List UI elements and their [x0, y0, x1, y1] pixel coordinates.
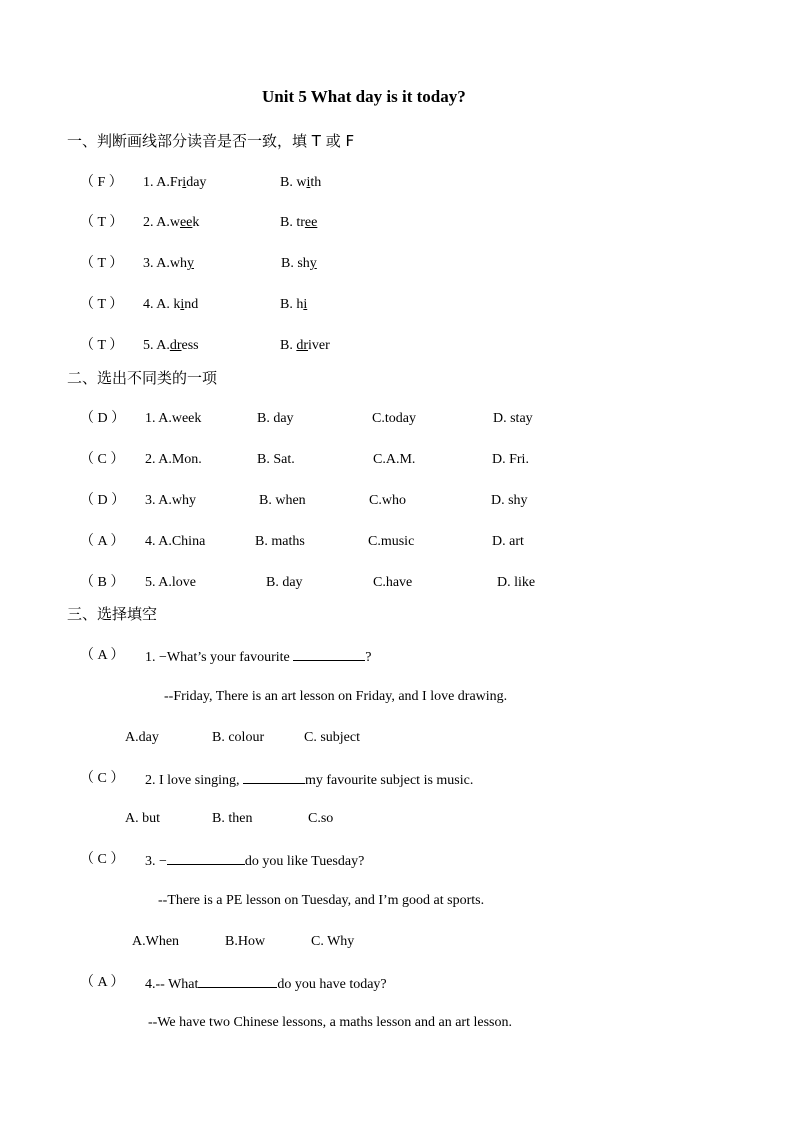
- question-text: [145, 770, 473, 790]
- option-b: B.How: [225, 934, 266, 949]
- underlined-letters: ee: [304, 215, 318, 230]
- question-text: [145, 974, 387, 994]
- answer-line: --There is a PE lesson on Tuesday, and I’m good at sports.: [158, 893, 485, 908]
- question-text: [145, 851, 364, 871]
- option-a: 1. A.week: [145, 411, 202, 426]
- option-a: [143, 337, 199, 355]
- option-c: C. Why: [311, 934, 355, 949]
- underlined-letters: ee: [179, 215, 193, 230]
- option-a: [143, 174, 206, 192]
- question-suffix: my favourite subject is music.: [305, 773, 474, 788]
- underlined-letters: i: [180, 297, 185, 312]
- section-1-heading: 一、判断画线部分读音是否一致，填 T 或 F: [67, 132, 355, 150]
- option-a: A.When: [132, 934, 180, 949]
- option-a: [143, 255, 194, 273]
- option-c: C.music: [368, 534, 415, 549]
- option-b: [280, 296, 307, 314]
- option-b: B. day: [266, 575, 303, 590]
- option-c: C.A.M.: [373, 452, 416, 467]
- word-part: nd: [184, 297, 199, 312]
- answer-blank: [293, 647, 365, 661]
- word-part: B. w: [280, 175, 307, 190]
- page-title: Unit 5 What day is it today?: [262, 87, 466, 106]
- option-a: [143, 296, 198, 314]
- option-d: D. shy: [491, 493, 528, 508]
- question-suffix: do you like Tuesday?: [244, 854, 365, 869]
- option-b: B. when: [259, 493, 306, 508]
- underlined-letters: dr: [169, 338, 182, 353]
- word-part: w: [169, 215, 180, 230]
- answer-mark: （ T ）: [80, 256, 124, 271]
- word-part: Fr: [169, 175, 183, 190]
- option-d: D. like: [497, 575, 536, 590]
- question-suffix: do you have today?: [277, 977, 387, 992]
- option-a: 3. A.why: [145, 493, 196, 508]
- option-b: [280, 337, 330, 355]
- option-c: C.so: [308, 811, 334, 826]
- word-part: B. sh: [281, 256, 310, 271]
- question-prefix: 4.-- What: [145, 977, 199, 992]
- answer-mark: （ B ）: [80, 575, 125, 590]
- answer-mark: （ T ）: [80, 338, 124, 353]
- item-number: 3. A.: [143, 256, 170, 271]
- section-2-heading: 二、选出不同类的一项: [67, 369, 218, 387]
- word-part: k: [192, 215, 200, 230]
- word-part: ess: [181, 338, 199, 353]
- item-number: 5. A.: [143, 338, 170, 353]
- option-a: 2. A.Mon.: [145, 452, 202, 467]
- answer-mark: （ T ）: [80, 215, 124, 230]
- answer-blank: [243, 770, 305, 784]
- option-c: C.who: [369, 493, 406, 508]
- option-b: [280, 214, 317, 232]
- answer-mark: （ A ）: [80, 648, 125, 663]
- answer-mark: （ C ）: [80, 452, 125, 467]
- option-b: B. day: [257, 411, 294, 426]
- underlined-letters: y: [186, 256, 194, 271]
- option-d: D. Fri.: [492, 452, 529, 467]
- underlined-letters: dr: [296, 338, 309, 353]
- option-b: [280, 174, 321, 192]
- word-part: th: [310, 175, 322, 190]
- item-number: 4. A.: [143, 297, 174, 312]
- underlined-letters: i: [303, 297, 308, 312]
- answer-mark: （ C ）: [80, 852, 125, 867]
- option-c: C. subject: [304, 730, 360, 745]
- question-suffix: ?: [365, 650, 372, 665]
- answer-mark: （ A ）: [80, 975, 125, 990]
- answer-blank: [167, 851, 245, 865]
- answer-mark: （ A ）: [80, 534, 125, 549]
- option-c: C.today: [372, 411, 416, 426]
- underlined-letters: y: [309, 256, 317, 271]
- option-b: B. colour: [212, 730, 265, 745]
- question-text: [145, 647, 371, 667]
- item-number: 2. A.: [143, 215, 170, 230]
- option-a: A. but: [125, 811, 160, 826]
- word-part: B. h: [280, 297, 304, 312]
- word-part: iver: [308, 338, 330, 353]
- question-prefix: 3. −: [145, 854, 167, 869]
- option-a: 5. A.love: [145, 575, 196, 590]
- question-prefix: 1. −What’s your favourite: [145, 650, 294, 665]
- answer-mark: （ D ）: [80, 411, 126, 426]
- option-a: 4. A.China: [145, 534, 206, 549]
- section-3-heading: 三、选择填空: [67, 605, 158, 623]
- item-number: 1. A.: [143, 175, 170, 190]
- option-a: A.day: [125, 730, 159, 745]
- answer-line: --We have two Chinese lessons, a maths lesson and an art lesson.: [148, 1015, 512, 1030]
- answer-line: --Friday, There is an art lesson on Friday, and I love drawing.: [164, 689, 508, 704]
- question-prefix: 2. I love singing,: [145, 773, 243, 788]
- option-b: B. Sat.: [257, 452, 295, 467]
- word-part: wh: [169, 256, 187, 271]
- option-d: D. stay: [493, 411, 533, 426]
- word-part: day: [186, 175, 207, 190]
- answer-mark: （ C ）: [80, 771, 125, 786]
- option-b: B. then: [212, 811, 253, 826]
- underlined-letters: i: [182, 175, 187, 190]
- answer-mark: （ T ）: [80, 297, 124, 312]
- option-b: B. maths: [255, 534, 305, 549]
- word-part: B.: [280, 338, 297, 353]
- word-part: B. tr: [280, 215, 305, 230]
- answer-blank: [198, 974, 277, 988]
- option-a: [143, 214, 199, 232]
- option-c: C.have: [373, 575, 413, 590]
- word-part: k: [173, 297, 181, 312]
- option-d: D. art: [492, 534, 524, 549]
- answer-mark: （ D ）: [80, 493, 126, 508]
- answer-mark: （ F ）: [80, 175, 123, 190]
- underlined-letters: i: [306, 175, 311, 190]
- option-b: [281, 255, 317, 273]
